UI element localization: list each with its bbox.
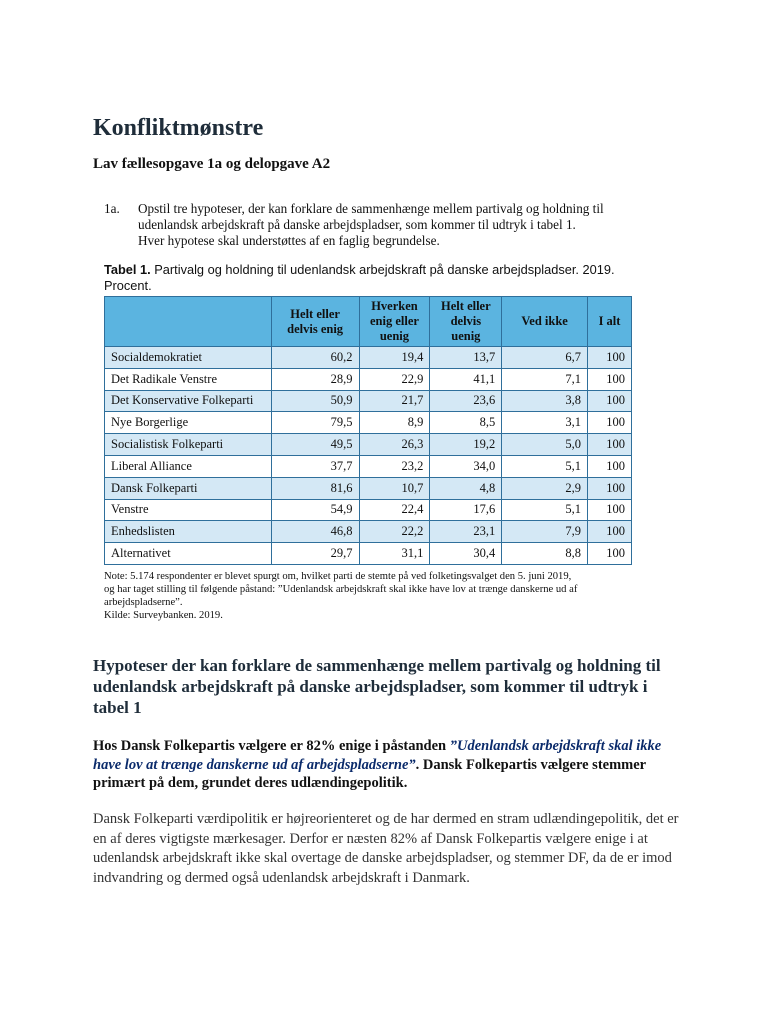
task-line: Hver hypotese skal understøttes af en faglig begrundelse. (138, 233, 440, 248)
value-cell: 50,9 (271, 390, 359, 412)
body-paragraph: Dansk Folkeparti værdipolitik er højreorienteret og de har dermed en stram udlændingepolitik, det er en af deres vigtigste mærkesager. Derfor er næsten 82% af Dansk Folkepartis vælgere enige i at udenlandsk arbejdskraft ikke skal overtage de danske arbejdspladser, og stemmer DF, da de er imod indvandring og dermed også udenlandsk arbejdskraft i Danmark. (93, 811, 679, 886)
value-cell: 23,6 (430, 390, 502, 412)
value-cell: 100 (588, 521, 632, 543)
value-cell: 5,0 (502, 434, 588, 456)
value-cell: 22,2 (359, 521, 430, 543)
note-line: arbejdspladserne”. (104, 597, 183, 608)
table-row (105, 499, 632, 521)
value-cell: 7,9 (502, 521, 588, 543)
value-cell: 28,9 (271, 368, 359, 390)
value-cell: 23,1 (430, 521, 502, 543)
task-line: Opstil tre hypoteser, der kan forklare de sammenhænge mellem partivalg og holdning til (138, 201, 604, 216)
table-note (104, 570, 644, 622)
value-cell: 13,7 (430, 347, 502, 369)
value-cell: 54,9 (271, 499, 359, 521)
table-row (105, 434, 632, 456)
value-cell: 4,8 (430, 477, 502, 499)
value-cell: 34,0 (430, 455, 502, 477)
table-row (105, 347, 632, 369)
party-name-cell: Venstre (105, 499, 272, 521)
party-name-cell: Liberal Alliance (105, 455, 272, 477)
data-table (104, 296, 632, 565)
hypothesis-statement (93, 737, 683, 793)
value-cell: 100 (588, 368, 632, 390)
party-name-cell: Alternativet (105, 543, 272, 565)
column-header: I alt (588, 297, 632, 347)
task-text (138, 201, 644, 249)
value-cell: 3,1 (502, 412, 588, 434)
party-name-cell: Det Radikale Venstre (105, 368, 272, 390)
table-row (105, 543, 632, 565)
value-cell: 79,5 (271, 412, 359, 434)
value-cell: 60,2 (271, 347, 359, 369)
value-cell: 10,7 (359, 477, 430, 499)
hypothesis-text-pre: Hos Dansk Folkepartis vælgere er 82% enige i påstanden (93, 738, 450, 754)
value-cell: 37,7 (271, 455, 359, 477)
value-cell: 5,1 (502, 455, 588, 477)
value-cell: 26,3 (359, 434, 430, 456)
value-cell: 7,1 (502, 368, 588, 390)
value-cell: 3,8 (502, 390, 588, 412)
value-cell: 100 (588, 390, 632, 412)
party-name-cell: Socialdemokratiet (105, 347, 272, 369)
value-cell: 21,7 (359, 390, 430, 412)
task-number: 1a. (104, 201, 120, 216)
table-row (105, 477, 632, 499)
hypothesis-text-post: . Dansk Folkepartis vælgere stemmer primært på dem, grundet deres udlændingepolitik. (93, 756, 646, 791)
source-line: Kilde: Surveybanken. 2019. (104, 610, 223, 621)
column-header: Helt eller delvis enig (271, 297, 359, 347)
value-cell: 81,6 (271, 477, 359, 499)
value-cell: 100 (588, 477, 632, 499)
table-caption (104, 262, 644, 294)
party-name-cell: Enhedslisten (105, 521, 272, 543)
value-cell: 100 (588, 455, 632, 477)
hypothesis-quote: ”Udenlandsk arbejdskraft skal ikke have lov at trænge danskerne ud af arbejdspladserne” (93, 738, 662, 773)
value-cell: 8,9 (359, 412, 430, 434)
column-header: Helt eller delvis uenig (430, 297, 502, 347)
value-cell: 2,9 (502, 477, 588, 499)
note-line: og har taget stilling til følgende påstand: ”Udenlandsk arbejdskraft skal ikke have lov at trænge danskerne ud af (104, 584, 578, 595)
value-cell: 100 (588, 347, 632, 369)
value-cell: 31,1 (359, 543, 430, 565)
task-block (104, 201, 644, 249)
value-cell: 8,8 (502, 543, 588, 565)
value-cell: 19,2 (430, 434, 502, 456)
value-cell: 6,7 (502, 347, 588, 369)
assignment-subtitle: Lav fællesopgave 1a og delopgave A2 (93, 156, 331, 172)
value-cell: 17,6 (430, 499, 502, 521)
task-line: udenlandsk arbejdskraft på danske arbejdspladser, som kommer til udtryk i tabel 1. (138, 217, 576, 232)
table-label: Tabel 1. (104, 262, 151, 277)
value-cell: 23,2 (359, 455, 430, 477)
value-cell: 41,1 (430, 368, 502, 390)
column-header: Hverken enig eller uenig (359, 297, 430, 347)
value-cell: 22,4 (359, 499, 430, 521)
party-name-cell: Socialistisk Folkeparti (105, 434, 272, 456)
column-header: Ved ikke (502, 297, 588, 347)
table-row (105, 455, 632, 477)
table-row (105, 521, 632, 543)
party-name-cell: Nye Borgerlige (105, 412, 272, 434)
value-cell: 8,5 (430, 412, 502, 434)
party-name-cell: Dansk Folkeparti (105, 477, 272, 499)
table-row (105, 412, 632, 434)
page-title: Konfliktmønstre (93, 115, 264, 141)
column-header (105, 297, 272, 347)
table-header-row (105, 297, 632, 347)
value-cell: 30,4 (430, 543, 502, 565)
value-cell: 100 (588, 543, 632, 565)
value-cell: 22,9 (359, 368, 430, 390)
value-cell: 46,8 (271, 521, 359, 543)
value-cell: 19,4 (359, 347, 430, 369)
table-body (105, 347, 632, 565)
section-heading: Hypoteser der kan forklare de sammenhænge mellem partivalg og holdning til udenlandsk arbejdskraft på danske arbejdspladser, som kommer til udtryk i tabel 1 (93, 656, 661, 717)
value-cell: 5,1 (502, 499, 588, 521)
table-caption-text: Partivalg og holdning til udenlandsk arbejdskraft på danske arbejdspladser. 2019. Procent. (104, 262, 615, 293)
value-cell: 100 (588, 412, 632, 434)
table-row (105, 368, 632, 390)
value-cell: 100 (588, 499, 632, 521)
table-row (105, 390, 632, 412)
value-cell: 29,7 (271, 543, 359, 565)
value-cell: 49,5 (271, 434, 359, 456)
note-line: Note: 5.174 respondenter er blevet spurgt om, hvilket parti de stemte på ved folketingsvalget den 5. juni 2019, (104, 571, 572, 582)
value-cell: 100 (588, 434, 632, 456)
party-name-cell: Det Konservative Folkeparti (105, 390, 272, 412)
